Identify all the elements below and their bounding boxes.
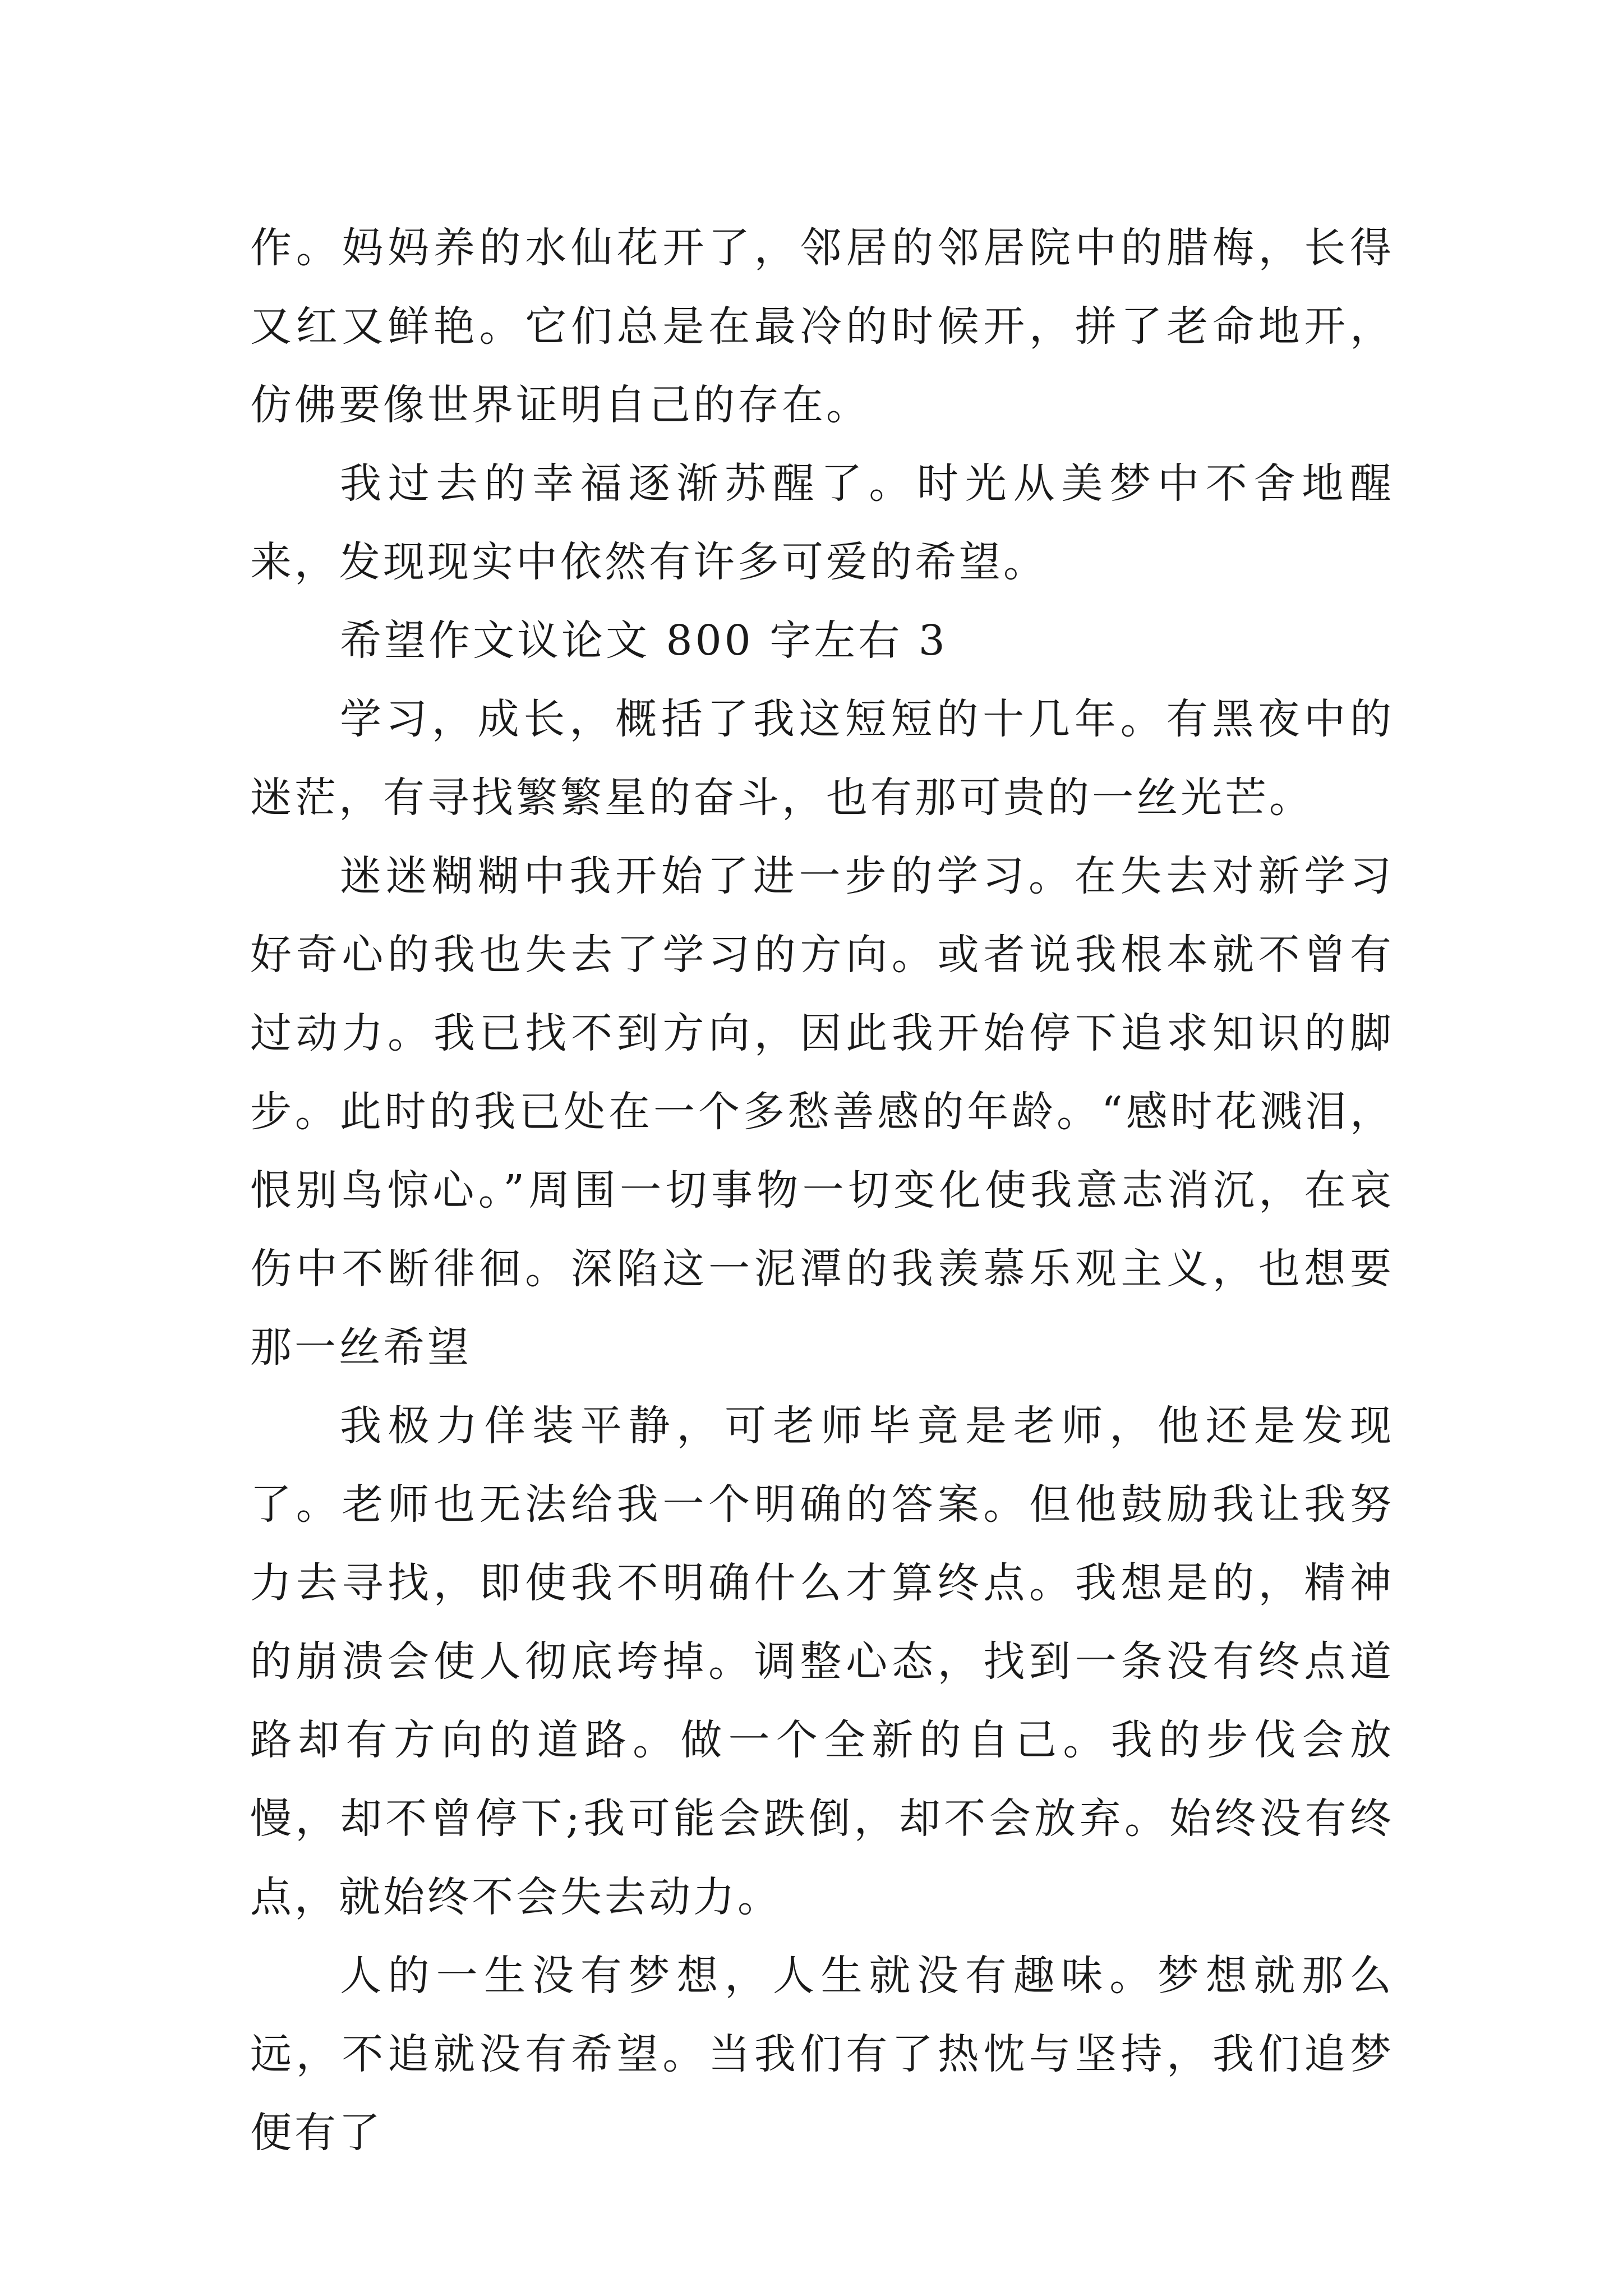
paragraph-2: 我过去的幸福逐渐苏醒了。时光从美梦中不舍地醒来，发现现实中依然有许多可爱的希望。 xyxy=(250,459,1394,586)
paragraph-6: 人的一生没有梦想，人生就没有趣味。梦想就那么远，不追就没有希望。当我们有了热忱与坚持，我们追梦便有了 xyxy=(250,1952,1394,2157)
paragraph-5: 我极力佯装平静，可老师毕竟是老师，他还是发现了。老师也无法给我一个明确的答案。但他鼓励我让我努力去寻找，即使我不明确什么才算终点。我想是的，精神的崩溃会使人彻底垮掉。调整心态，找到一条没有终点道路却有方向的道路。做一个全新的自己。我的步伐会放慢，却不曾停下;我可能会跌倒，却不会放弃。始终没有终点，就始终不会失去动力。 xyxy=(250,1402,1394,1921)
document-body xyxy=(250,209,1394,2172)
paragraph-4: 迷迷糊糊中我开始了进一步的学习。在失去对新学习好奇心的我也失去了学习的方向。或者说我根本就不曾有过动力。我已找不到方向，因此我开始停下追求知识的脚步。此时的我已处在一个多愁善感的年龄。“感时花溅泪，恨别鸟惊心。”周围一切事物一切变化使我意志消沉，在哀伤中不断徘徊。深陷这一泥潭的我羡慕乐观主义，也想要那一丝希望 xyxy=(250,852,1394,1372)
section-heading: 希望作文议论文 800 字左右 3 xyxy=(340,616,948,665)
paragraph-3: 学习，成长，概括了我这短短的十几年。有黑夜中的迷茫，有寻找繁繁星的奋斗，也有那可贵的一丝光芒。 xyxy=(250,695,1394,822)
paragraph-1: 作。妈妈养的水仙花开了，邻居的邻居院中的腊梅，长得又红又鲜艳。它们总是在最冷的时候开，拼了老命地开，仿佛要像世界证明自己的存在。 xyxy=(250,224,1394,429)
